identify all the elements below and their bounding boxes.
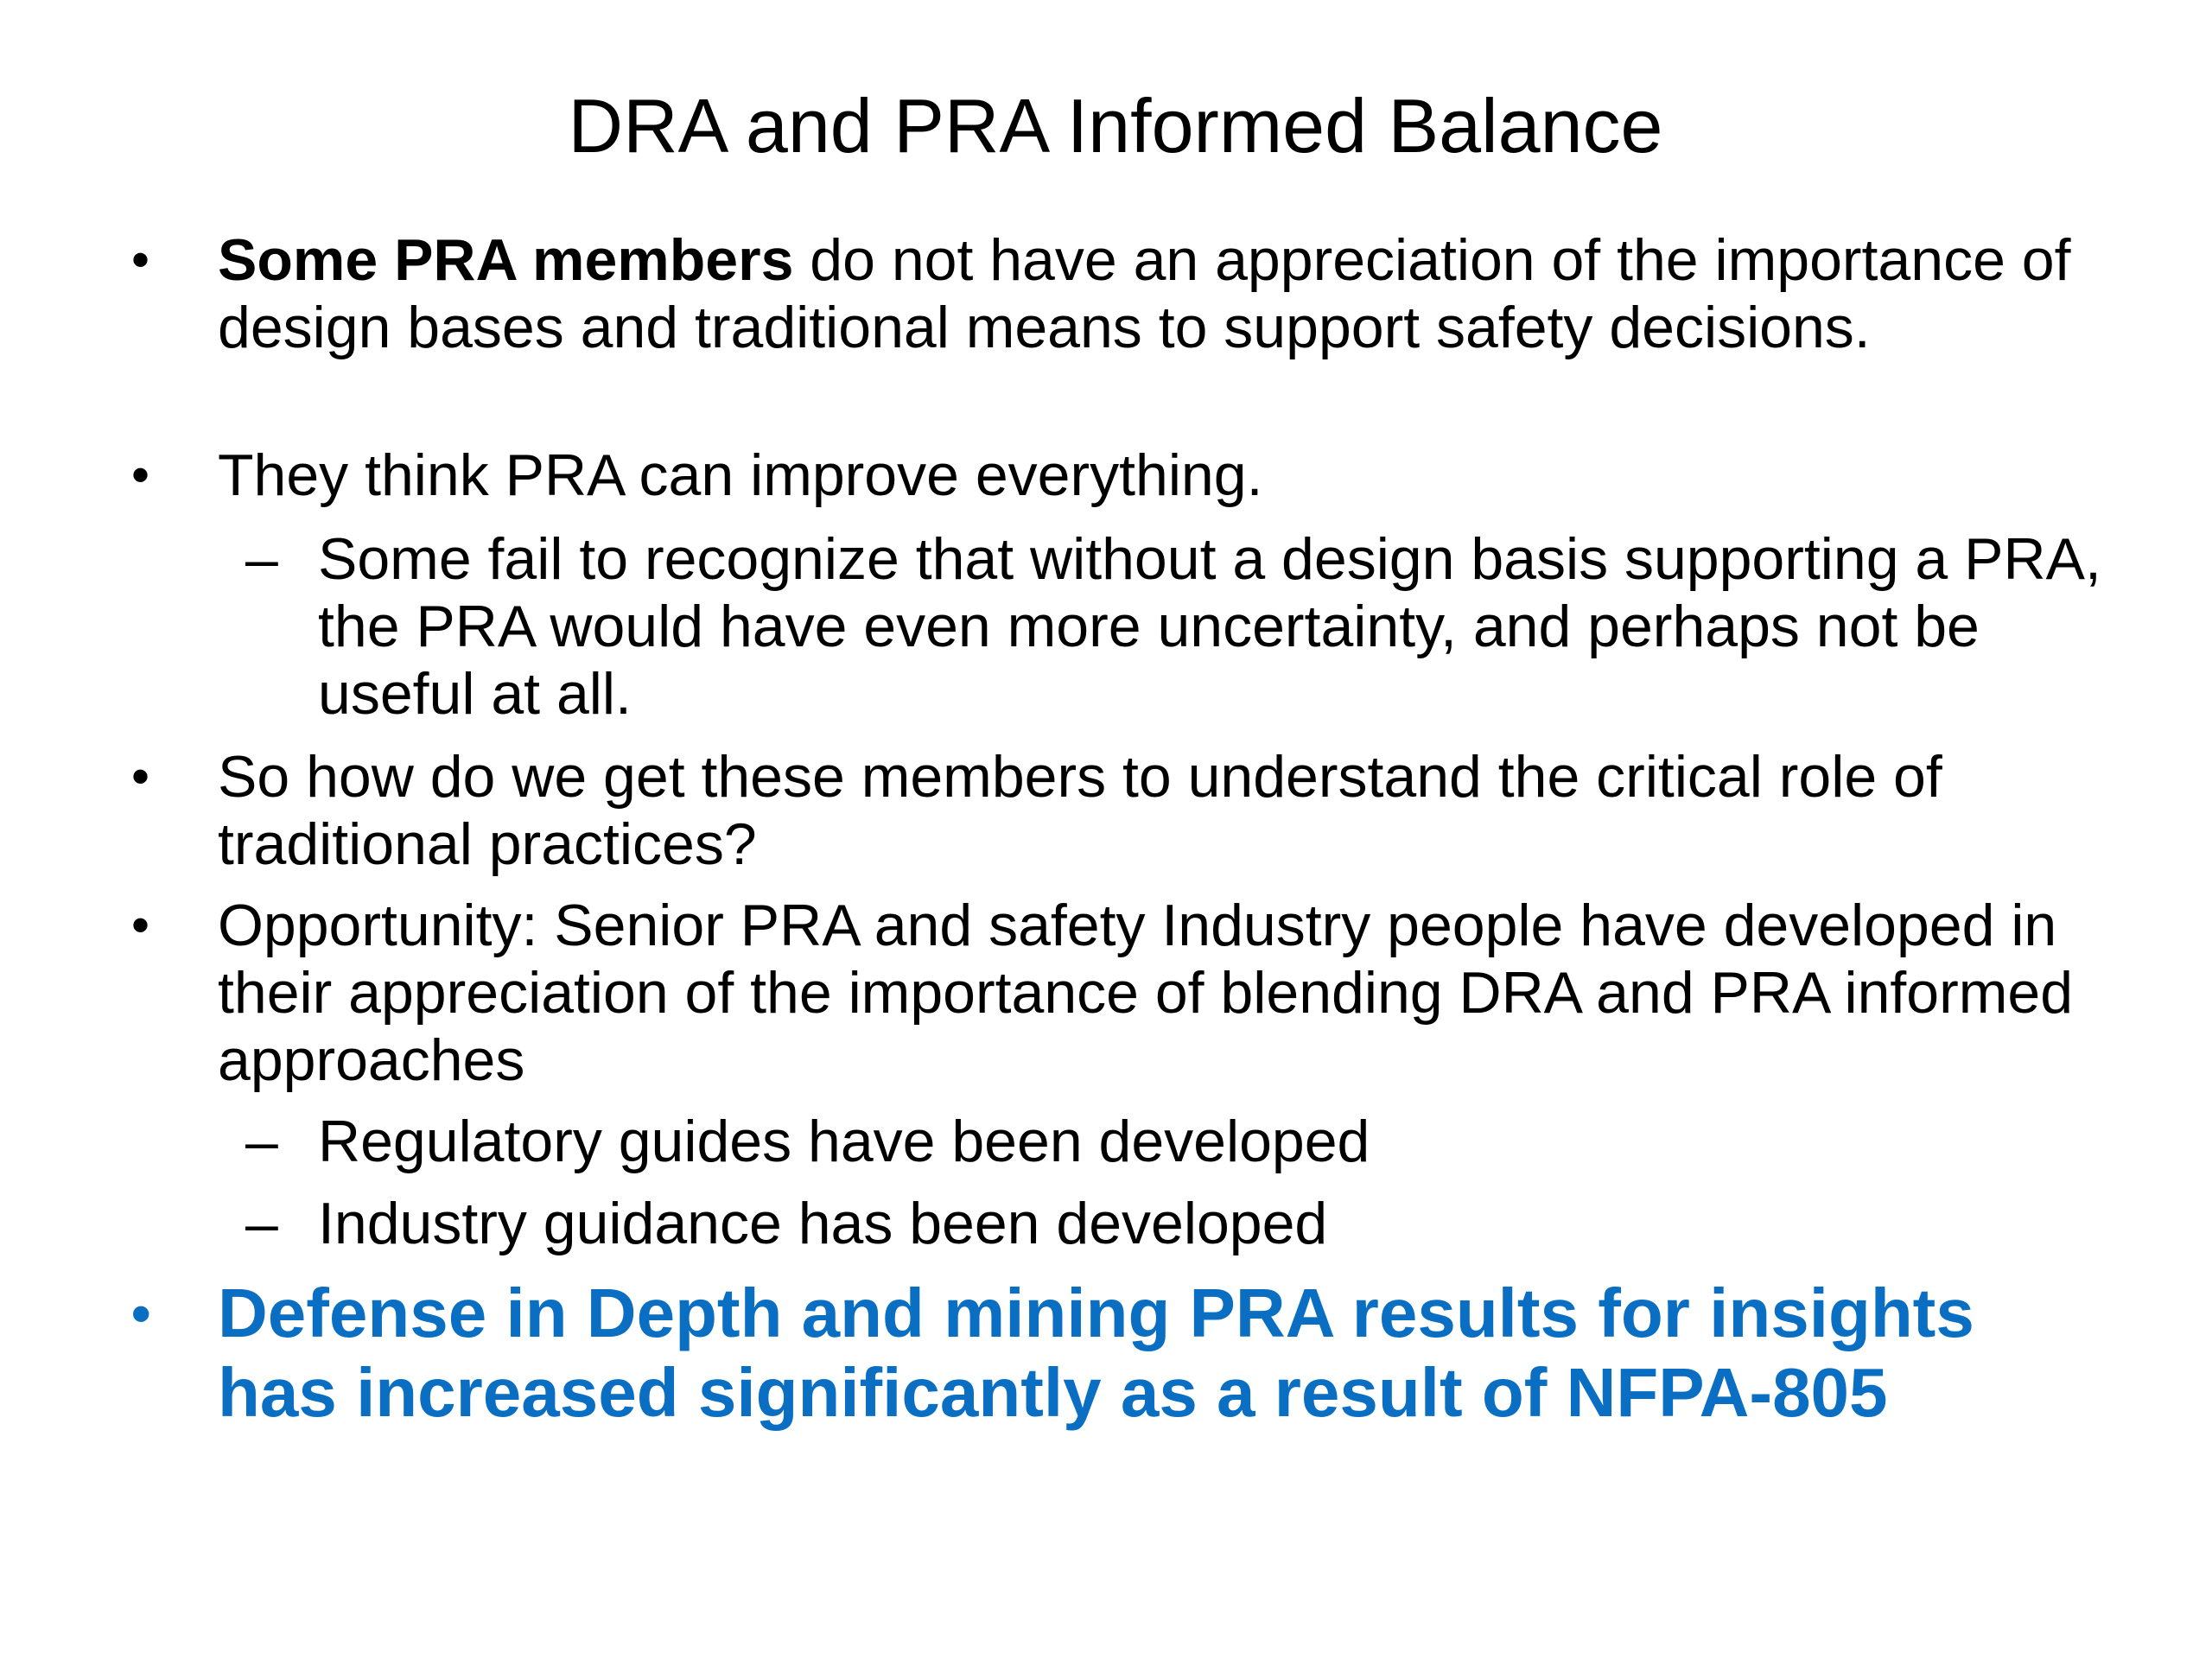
- dash-icon: –: [245, 526, 278, 592]
- bullet-text: Opportunity: Senior PRA and safety Industry people have developed in their appreciation of the importance of blending DRA and PRA informed approaches: [218, 893, 2074, 1093]
- bullet-icon: •: [131, 896, 150, 954]
- slide-title: DRA and PRA Informed Balance: [568, 83, 1663, 168]
- dash-icon: –: [245, 1109, 278, 1174]
- bullet-item-defense-in-depth: [131, 1274, 2091, 1433]
- highlight-text: Defense in Depth and mining PRA results for insights has increased significantly as a result of NFPA-805: [218, 1274, 1974, 1431]
- bullet-text-rest: do not have an appreciation of the importance of design bases and traditional means to support safety decisions.: [218, 227, 2071, 360]
- bullet-text: So how do we get these members to understand the critical role of traditional practices?: [218, 744, 1942, 877]
- bullet-icon: •: [131, 1282, 151, 1344]
- sub-bullet-item-industry-guidance: [245, 1190, 2103, 1257]
- bullet-text: They think PRA can improve everything.: [218, 442, 1263, 508]
- sub-bullet-text: Some fail to recognize that without a design basis supporting a PRA, the PRA would have even more uncertainty, and perhaps not be useful at all.: [318, 526, 2101, 727]
- bullet-text: [218, 226, 2091, 361]
- bullet-icon: •: [131, 747, 150, 805]
- sub-bullet-item-regulatory-guides: [245, 1108, 2103, 1175]
- bullet-item-how-do-we: [131, 743, 2091, 878]
- bullet-icon: •: [131, 446, 150, 504]
- sub-bullet-item-design-basis: [245, 525, 2103, 728]
- bold-lead: Some PRA members: [218, 227, 794, 293]
- bullet-icon: •: [131, 231, 150, 289]
- sub-bullet-text: Regulatory guides have been developed: [318, 1109, 1370, 1174]
- bullet-item-opportunity: [131, 892, 2091, 1094]
- dash-icon: –: [245, 1191, 278, 1256]
- sub-bullet-text: Industry guidance has been developed: [318, 1191, 1328, 1256]
- bullet-item-improve-everything: [131, 442, 2091, 509]
- bullet-item-pra-members: [131, 226, 2091, 361]
